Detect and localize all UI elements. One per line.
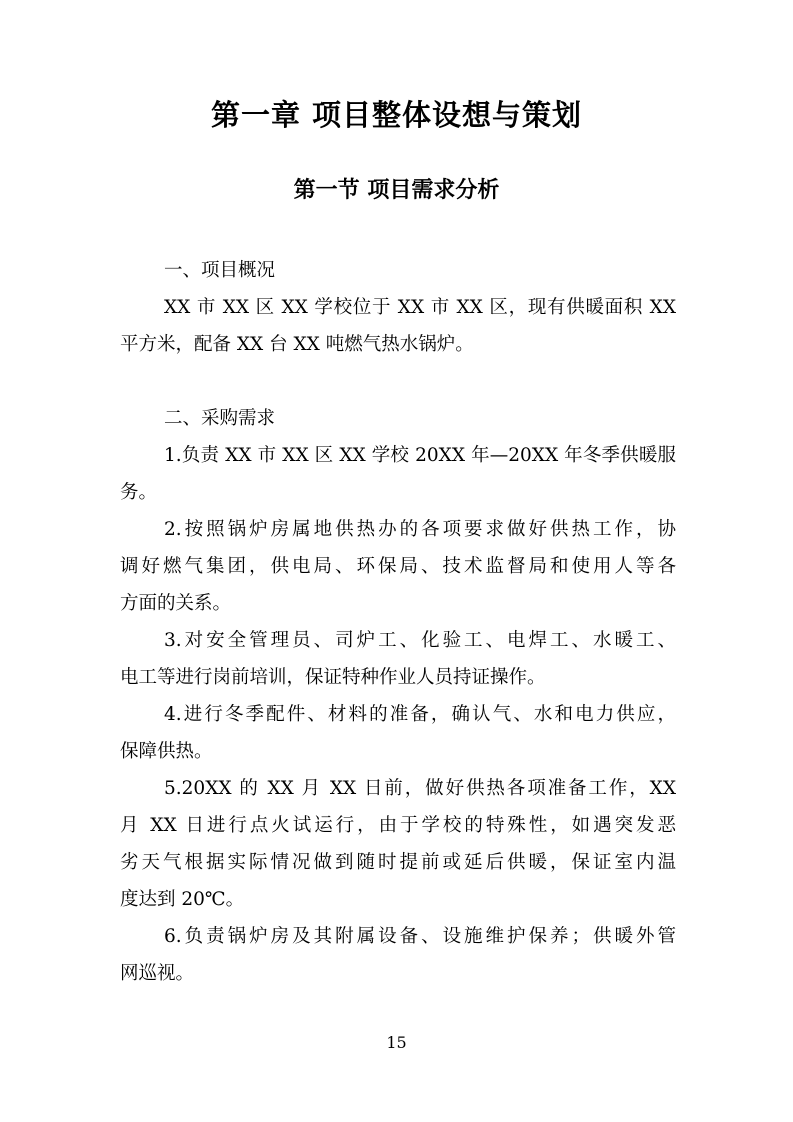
overview-line: 平方米，配备 XX 台 XX 吨燃气热水锅炉。 bbox=[120, 334, 474, 355]
requirement-item-4 bbox=[120, 696, 676, 770]
requirement-line: 方面的关系。 bbox=[120, 593, 232, 614]
requirement-item-5 bbox=[120, 770, 676, 918]
requirements-heading: 二、采购需求 bbox=[164, 408, 276, 429]
requirement-line: 3.对安全管理员、司炉工、化验工、电焊工、水暖工、 bbox=[164, 630, 676, 651]
requirement-line: 劣天气根据实际情况做到随时提前或延后供暖，保证室内温 bbox=[120, 852, 676, 873]
requirement-line: 保障供热。 bbox=[120, 741, 213, 762]
requirement-line: 电工等进行岗前培训，保证特种作业人员持证操作。 bbox=[120, 667, 546, 688]
overview-section bbox=[120, 252, 676, 363]
requirement-line: 调好燃气集团，供电局、环保局、技术监督局和使用人等各 bbox=[120, 556, 676, 577]
chapter-title: 第一章 项目整体设想与策划 bbox=[210, 98, 583, 132]
requirement-line: 月 XX 日进行点火试运行，由于学校的特殊性，如遇突发恶 bbox=[120, 815, 676, 836]
requirement-line: 2.按照锅炉房属地供热办的各项要求做好供热工作，协 bbox=[164, 519, 676, 540]
requirement-item-6 bbox=[120, 918, 676, 992]
requirement-line: 6.负责锅炉房及其附属设备、设施维护保养；供暖外管 bbox=[164, 926, 676, 947]
overview-line: XX 市 XX 区 XX 学校位于 XX 市 XX 区，现有供暖面积 XX bbox=[164, 297, 676, 318]
requirement-line: 度达到 20℃。 bbox=[120, 889, 245, 910]
requirements-section bbox=[120, 400, 676, 992]
requirement-item-1 bbox=[120, 437, 676, 511]
requirement-line: 4.进行冬季配件、材料的准备，确认气、水和电力供应， bbox=[164, 704, 676, 725]
requirement-line: 网巡视。 bbox=[120, 963, 195, 984]
requirement-item-3 bbox=[120, 622, 676, 696]
page-number: 15 bbox=[386, 1033, 407, 1052]
requirement-line: 5.20XX 的 XX 月 XX 日前，做好供热各项准备工作，XX bbox=[164, 778, 676, 799]
requirement-line: 1.负责 XX 市 XX 区 XX 学校 20XX 年—20XX 年冬季供暖服 bbox=[164, 445, 676, 466]
overview-heading: 一、项目概况 bbox=[164, 260, 276, 281]
section-title: 第一节 项目需求分析 bbox=[293, 178, 500, 203]
requirement-line: 务。 bbox=[120, 482, 158, 503]
requirement-item-2 bbox=[120, 511, 676, 622]
